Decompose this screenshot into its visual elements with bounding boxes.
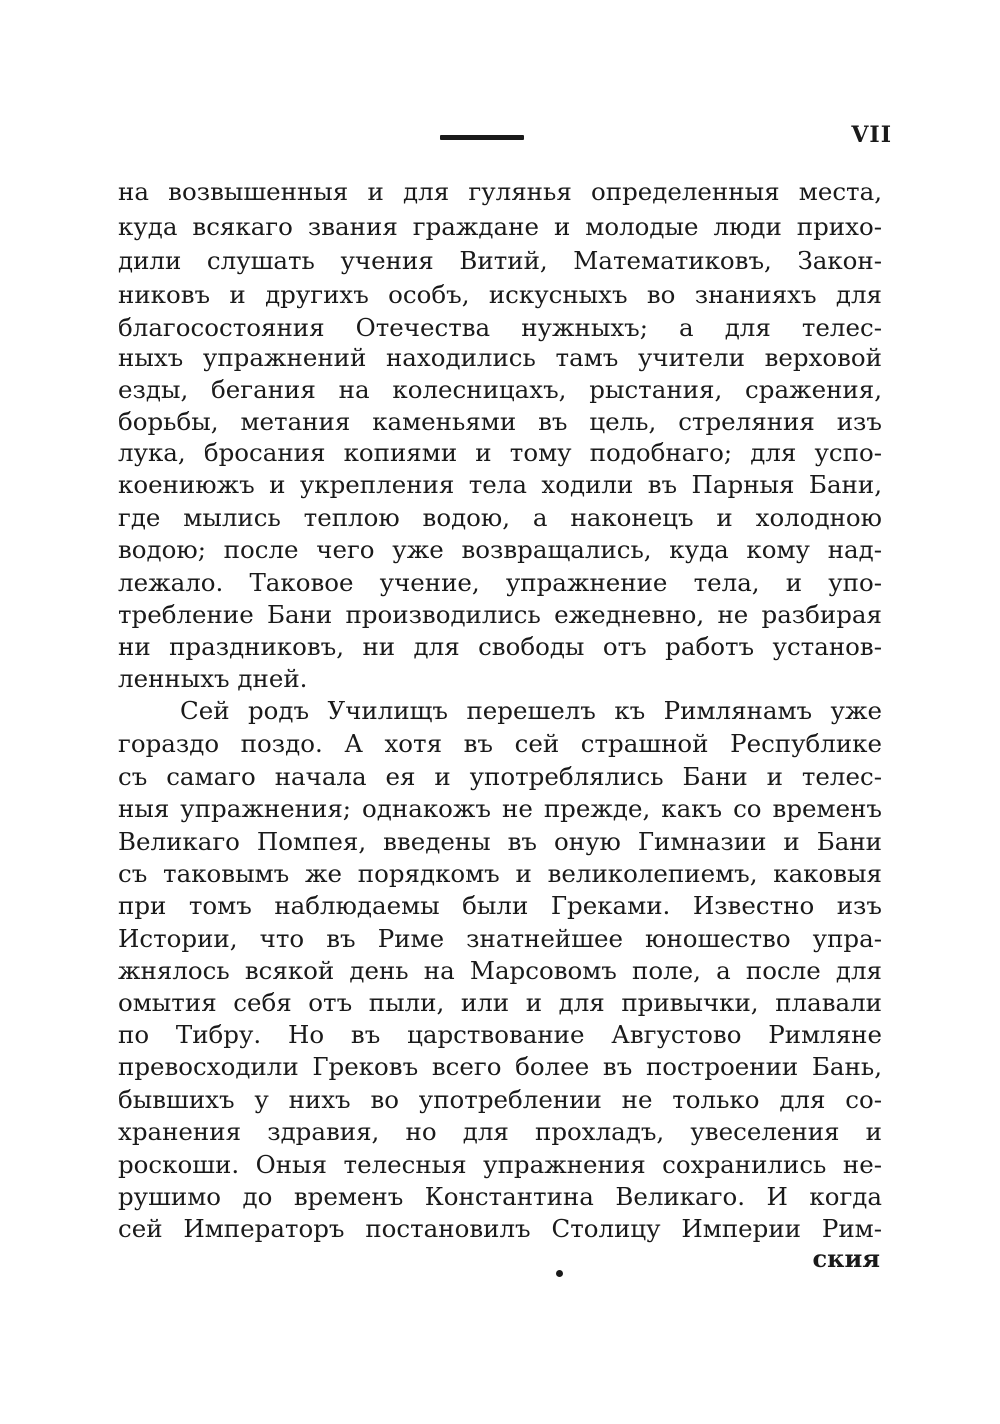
text-line: ни праздниковъ, ни для свободы отъ работъ установ- [118,632,882,661]
paragraph-first-line: Сей родъ Училищъ перешелъ къ Римлянамъ уже [180,696,882,725]
text-line: лежало. Таковое учение, упражнение тела, и упо- [118,568,882,597]
text-line: съ таковымъ же порядкомъ и великолепиемъ, каковыя [118,859,882,888]
text-line: благосостояния Отечества нужныхъ; а для телес- [118,313,882,342]
text-line: хранения здравия, но для прохладъ, увеселения и [118,1117,882,1146]
text-line: съ самаго начала ея и употреблялись Бани и телес- [118,762,882,791]
text-line: ныя упражнения; однакожъ не прежде, какъ со временъ [118,794,882,823]
text-line: Великаго Помпея, введены въ оную Гимназии и Бани [118,827,882,856]
text-line: по Тибру. Но въ царствование Августово Римляне [118,1020,882,1049]
text-line: езды, бегания на колесницахъ, рыстания, сражения, [118,375,882,404]
text-line: Истории, что въ Риме знатнейшее юношество упра- [118,924,882,953]
text-line: лука, бросания копиями и тому подобнаго; для успо- [118,438,882,467]
text-line: жнялось всякой день на Марсовомъ поле, а после для [118,956,882,985]
catchword: ския [812,1244,880,1273]
text-line: никовъ и другихъ особъ, искусныхъ во знанияхъ для [118,280,882,309]
text-line: требление Бани производились ежедневно, не разбирая [118,600,882,629]
text-line: гораздо поздо. А хотя въ сей страшной Республике [118,729,882,758]
text-line: на возвышенныя и для гулянья определенныя места, [118,177,882,206]
text-line: куда всякаго звания граждане и молодые люди прихо- [118,212,882,241]
text-line: сей Императоръ постановилъ Столицу Империи Рим- [118,1214,882,1243]
text-line: роскоши. Оныя телесныя упражнения сохранились не- [118,1150,882,1179]
text-line: бывшихъ у нихъ во употреблении не только для со- [118,1085,882,1114]
text-line: ленныхъ дней. [118,664,308,693]
text-line: при томъ наблюдаемы были Греками. Известно изъ [118,891,882,920]
text-line: водою; после чего уже возвращались, куда кому над- [118,535,882,564]
text-line: коениюжъ и укрепления тела ходили въ Парныя Бани, [118,470,882,499]
header-rule [440,135,524,140]
text-line: рушимо до временъ Константина Великаго. И когда [118,1182,882,1211]
text-line: борьбы, метания каменьями въ цель, стреляния изъ [118,407,882,436]
signature-mark [556,1270,563,1277]
page-number: VII [851,122,892,148]
text-line: дили слушать учения Витий, Математиковъ, Закон- [118,246,882,275]
text-line: ныхъ упражнений находились тамъ учители верховой [118,343,882,372]
text-line: превосходили Грековъ всего более въ построении Бань, [118,1052,882,1081]
text-line: где мылись теплою водою, а наконецъ и холодною [118,503,882,532]
text-line: омытия себя отъ пыли, или и для привычки, плавали [118,988,882,1017]
